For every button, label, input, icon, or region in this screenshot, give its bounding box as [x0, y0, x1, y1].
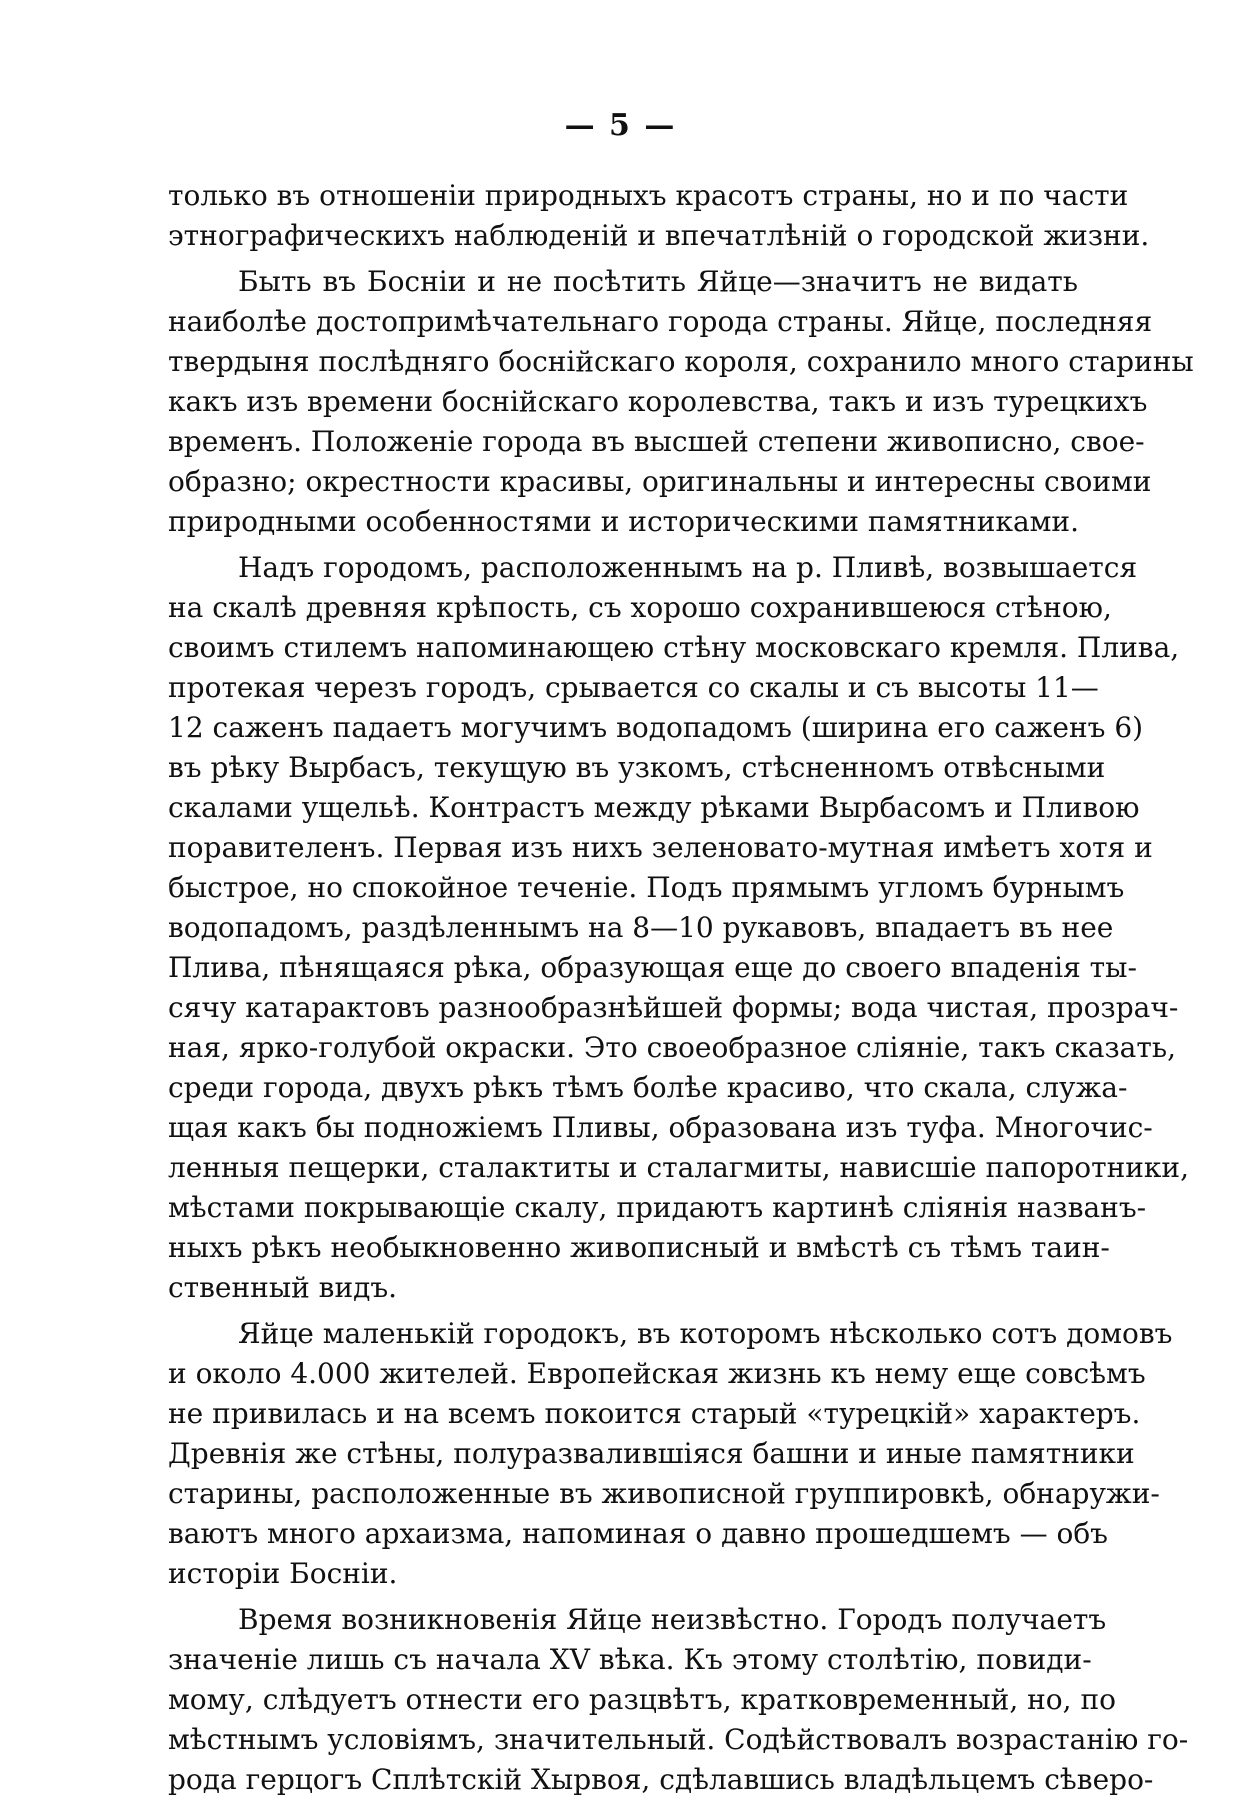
- text-line: ваютъ много архаизма, напоминая о давно прошедшемъ — объ: [168, 1517, 1108, 1550]
- text-line: быстрое, но спокойное теченiе. Подъ прямымъ угломъ бурнымъ: [168, 871, 1125, 904]
- page-number: — 5 —: [564, 108, 677, 143]
- text-line: рода герцогъ Сплѣтскій Хырвоя, сдѣлавшись владѣльцемъ сѣверо-: [168, 1763, 1154, 1796]
- text-line: поравителенъ. Первая изъ нихъ зеленовато-мутная имѣетъ хотя и: [168, 831, 1153, 864]
- text-line: и около 4.000 жителей. Европейская жизнь къ нему еще совсѣмъ: [168, 1357, 1146, 1390]
- text-line: Яйце маленькій городокъ, въ которомъ нѣсколько сотъ домовъ: [238, 1317, 1173, 1350]
- paragraph: [168, 548, 1189, 1308]
- text-line: природными особенностями и историческими памятниками.: [168, 505, 1079, 538]
- text-line: мѣстами покрывающiе скалу, придаютъ картинѣ слiянiя названъ-: [168, 1191, 1147, 1224]
- text-line: значенiе лишь съ начала XV вѣка. Къ этому столѣтiю, повиди-: [168, 1643, 1092, 1676]
- paragraph: [168, 262, 1194, 542]
- text-line: 12 саженъ падаетъ могучимъ водопадомъ (ширина его саженъ 6): [168, 711, 1144, 744]
- text-line: Время возникновенiя Яйце неизвѣстно. Городъ получаетъ: [238, 1603, 1107, 1636]
- text-line: образно; окрестности красивы, оригинальны и интересны своими: [168, 465, 1152, 498]
- paragraph: [168, 1600, 1189, 1800]
- text-line: сячу катарактовъ разнообразнѣйшей формы; вода чистая, прозрач-: [168, 991, 1179, 1024]
- text-line: Надъ городомъ, расположеннымъ на р. Пливѣ, возвышается: [238, 551, 1138, 584]
- text-line: своимъ стилемъ напоминающею стѣну московскаго кремля. Плива,: [168, 631, 1180, 664]
- text-line: исторiи Боснiи.: [168, 1557, 398, 1590]
- text-line: скалами ущельѣ. Контрастъ между рѣками Вырбасомъ и Пливою: [168, 791, 1140, 824]
- text-line: на скалѣ древняя крѣпость, съ хорошо сохранившеюся стѣною,: [168, 591, 1112, 624]
- text-line: мѣстнымъ условiямъ, значительный. Содѣйствовалъ возрастанiю го-: [168, 1723, 1189, 1756]
- text-line: старины, расположенные въ живописной группировкѣ, обнаружи-: [168, 1477, 1160, 1510]
- text-line: какъ изъ времени боснійскаго королевства, такъ и изъ турецкихъ: [168, 385, 1148, 418]
- text-line: мому, слѣдуетъ отнести его разцвѣтъ, кратковременный, но, по: [168, 1683, 1116, 1716]
- text-column: [168, 176, 1194, 1800]
- text-line: ныхъ рѣкъ необыкновенно живописный и вмѣстѣ съ тѣмъ таин-: [168, 1231, 1110, 1264]
- text-line: водопадомъ, раздѣленнымъ на 8—10 рукавовъ, впадаетъ въ нее: [168, 911, 1114, 944]
- text-line: Плива, пѣнящаяся рѣка, образующая еще до своего впаденiя ты-: [168, 951, 1137, 984]
- text-line: только въ отношенiи природныхъ красотъ страны, но и по части: [168, 179, 1129, 212]
- text-line: ственный видъ.: [168, 1271, 398, 1304]
- text-line: ная, ярко-голубой окраски. Это своеобразное слiянiе, такъ сказать,: [168, 1031, 1176, 1064]
- text-line: среди города, двухъ рѣкъ тѣмъ болѣе красиво, что скала, служа-: [168, 1071, 1128, 1104]
- text-line: не привилась и на всемъ покоится старый «турецкій» характеръ.: [168, 1397, 1141, 1430]
- text-line: въ рѣку Вырбасъ, текущую въ узкомъ, стѣсненномъ отвѣсными: [168, 751, 1106, 784]
- text-line: временъ. Положенiе города въ высшей степени живописно, свое-: [168, 425, 1145, 458]
- text-line: Быть въ Боснiи и не посѣтить Яйце—значитъ не видать: [238, 265, 1078, 298]
- text-line: щая какъ бы подножiемъ Пливы, образована изъ туфа. Многочис-: [168, 1111, 1153, 1144]
- paragraph: [168, 176, 1150, 256]
- text-line: этнографическихъ наблюденій и впечатлѣній о городской жизни.: [168, 219, 1150, 252]
- text-line: ленныя пещерки, сталактиты и сталагмиты, нависшiе папоротники,: [168, 1151, 1189, 1184]
- text-line: протекая черезъ городъ, срывается со скалы и съ высоты 11—: [168, 671, 1099, 704]
- text-line: наиболѣе достопримѣчательнаго города страны. Яйце, последняя: [168, 305, 1153, 338]
- paragraph: [168, 1314, 1173, 1594]
- text-line: твердыня послѣдняго боснійскаго короля, сохранило много старины: [168, 345, 1194, 378]
- text-line: Древнія же стѣны, полуразвалившiяся башни и иные памятники: [168, 1437, 1135, 1470]
